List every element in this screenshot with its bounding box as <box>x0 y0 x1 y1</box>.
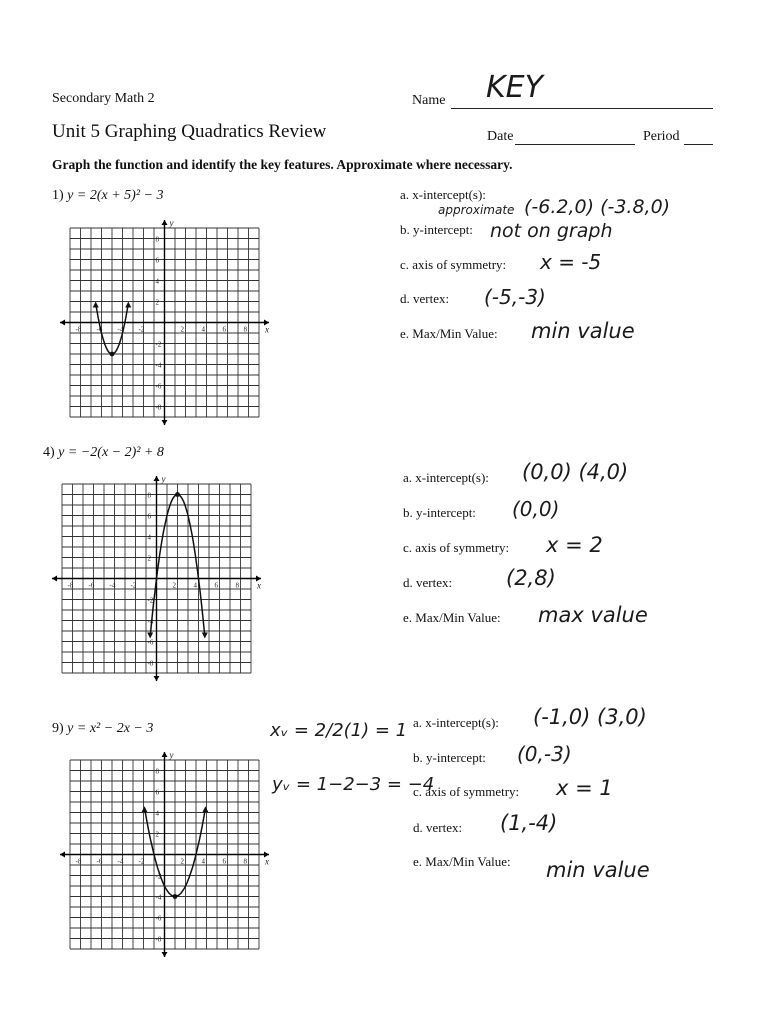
name-line <box>451 108 713 109</box>
x-tick-label: 2 <box>180 325 184 334</box>
x-axis-label: x <box>265 324 269 335</box>
x-tick-label: 2 <box>180 857 184 866</box>
x-tick-label: -8 <box>75 857 82 866</box>
x-axis-arrow-left <box>52 576 57 582</box>
problem-9-answer-a: (-1,0) (3,0) <box>533 705 647 729</box>
problem-4-answer-e: max value <box>538 603 648 627</box>
y-tick-label: 2 <box>147 554 151 563</box>
x-tick-label: 4 <box>201 325 205 334</box>
period-line <box>684 144 713 145</box>
course-title: Secondary Math 2 <box>52 91 155 106</box>
y-tick-label: -2 <box>147 596 154 605</box>
problem-4-label-d: d. vertex: <box>403 575 453 590</box>
problem-1-answer-e: min value <box>531 319 635 343</box>
y-axis-label: y <box>169 218 174 228</box>
parabola-arrow-right <box>202 806 208 812</box>
problem-1-graph <box>56 216 269 420</box>
y-tick-label: 4 <box>155 809 159 818</box>
problem-4-formula: y = −2(x − 2)² + 8 <box>58 445 164 460</box>
x-tick-label: -6 <box>88 581 95 590</box>
name-label: Name <box>412 93 446 108</box>
y-tick-label: 6 <box>155 256 159 265</box>
y-tick-label: 8 <box>155 235 159 244</box>
problem-9-answer-d: (1,-4) <box>500 811 558 835</box>
problem-4-label-c: c. axis of symmetry: <box>403 540 510 555</box>
x-axis-arrow-left <box>60 320 65 326</box>
y-tick-label: 2 <box>155 298 159 307</box>
y-tick-label: 6 <box>155 788 159 797</box>
x-tick-label: 4 <box>201 857 205 866</box>
y-tick-label: -8 <box>155 403 162 412</box>
problem-9-label-e: e. Max/Min Value: <box>413 854 511 869</box>
problem-1-answer-a: (-6.2,0) (-3.8,0) <box>524 196 671 218</box>
date-line <box>515 144 635 145</box>
problem-1-answer-b: not on graph <box>490 220 613 242</box>
x-tick-label: -2 <box>138 857 145 866</box>
y-tick-label: 8 <box>147 491 151 500</box>
y-tick-label: -2 <box>155 340 162 349</box>
y-axis-arrow-up <box>154 476 160 481</box>
parabola-arrow-right <box>202 633 208 639</box>
x-tick-label: -8 <box>75 325 82 334</box>
date-label: Date <box>487 129 514 144</box>
problem-1-answer-c: x = -5 <box>540 250 602 274</box>
y-axis-arrow-down <box>162 420 168 425</box>
y-axis-label: y <box>169 750 174 760</box>
x-tick-label: -8 <box>67 581 74 590</box>
parabola-arrow-left <box>142 806 148 812</box>
problem-9-label-a: a. x-intercept(s): <box>413 715 499 730</box>
problem-9-formula: y = x² − 2x − 3 <box>67 721 154 736</box>
problem-4-answer-a: (0,0) (4,0) <box>522 460 629 484</box>
problem-9-label-b: b. y-intercept: <box>413 750 486 765</box>
problem-1-answer-a-note: approximate <box>438 203 515 217</box>
y-axis-arrow-down <box>154 676 160 681</box>
problem-4-answer-b: (0,0) <box>512 497 560 521</box>
x-axis-label: x <box>265 856 269 867</box>
y-tick-label: -8 <box>155 935 162 944</box>
problem-9-number: 9) <box>52 721 64 736</box>
y-tick-label: -6 <box>155 914 162 923</box>
y-tick-label: 8 <box>155 767 159 776</box>
y-tick-label: -6 <box>155 382 162 391</box>
y-tick-label: -4 <box>155 893 162 902</box>
x-tick-label: 8 <box>243 857 247 866</box>
y-tick-label: -2 <box>155 872 162 881</box>
x-tick-label: -6 <box>96 325 103 334</box>
problem-9-answer-c: x = 1 <box>556 776 613 800</box>
y-axis-arrow-up <box>162 752 168 757</box>
problem-1-label-e: e. Max/Min Value: <box>400 326 498 341</box>
period-label: Period <box>643 129 680 144</box>
x-tick-label: 6 <box>222 857 226 866</box>
y-tick-label: 4 <box>155 277 159 286</box>
problem-4-number: 4) <box>43 445 55 460</box>
instructions: Graph the function and identify the key features. Approximate where necessary. <box>52 157 513 172</box>
vertex-point <box>175 492 180 497</box>
problem-4-answer-c: x = 2 <box>546 533 603 557</box>
problem-1-equation <box>52 188 163 204</box>
x-tick-label: 8 <box>243 325 247 334</box>
problem-9-equation <box>52 721 153 737</box>
problem-1-answer-d: (-5,-3) <box>484 285 546 309</box>
y-axis-arrow-up <box>162 220 168 225</box>
parabola-arrow-left <box>93 302 99 308</box>
x-tick-label: -6 <box>96 857 103 866</box>
name-value: KEY <box>486 70 543 105</box>
x-tick-label: -4 <box>117 325 124 334</box>
y-axis-arrow-down <box>162 952 168 957</box>
y-tick-label: -6 <box>147 638 154 647</box>
vertex-point <box>173 894 178 899</box>
x-tick-label: -4 <box>109 581 116 590</box>
problem-9-work-line-2: yᵥ = 1−2−3 = −4 <box>272 774 435 795</box>
problem-9-answer-b: (0,-3) <box>517 742 572 766</box>
problem-4-equation <box>43 445 164 461</box>
problem-9-graph <box>56 748 269 952</box>
x-tick-label: -4 <box>117 857 124 866</box>
problem-1-label-d: d. vertex: <box>400 291 450 306</box>
x-tick-label: -2 <box>138 325 145 334</box>
parabola-arrow-right <box>125 302 131 308</box>
y-tick-label: -4 <box>147 617 154 626</box>
problem-4-label-a: a. x-intercept(s): <box>403 470 489 485</box>
problem-1-label-a: a. x-intercept(s): <box>400 187 486 202</box>
x-tick-label: 8 <box>235 581 239 590</box>
x-tick-label: 4 <box>193 581 197 590</box>
y-tick-label: 4 <box>147 533 151 542</box>
problem-4-label-b: b. y-intercept: <box>403 505 476 520</box>
problem-1-formula: y = 2(x + 5)² − 3 <box>67 188 164 203</box>
y-tick-label: -8 <box>147 659 154 668</box>
x-tick-label: -2 <box>130 581 137 590</box>
y-tick-label: 2 <box>155 830 159 839</box>
problem-4-answer-d: (2,8) <box>506 566 556 590</box>
problem-9-label-c: c. axis of symmetry: <box>413 784 520 799</box>
x-tick-label: 2 <box>172 581 176 590</box>
problem-1-label-b: b. y-intercept: <box>400 222 473 237</box>
vertex-point <box>110 352 115 357</box>
y-tick-label: 6 <box>147 512 151 521</box>
problem-1-label-c: c. axis of symmetry: <box>400 257 507 272</box>
problem-4-label-e: e. Max/Min Value: <box>403 610 501 625</box>
x-tick-label: 6 <box>222 325 226 334</box>
problem-1-number: 1) <box>52 188 64 203</box>
x-axis-arrow-left <box>60 852 65 858</box>
problem-4-graph <box>48 472 261 676</box>
x-axis-label: x <box>257 580 261 591</box>
problem-9-label-d: d. vertex: <box>413 820 463 835</box>
page-title: Unit 5 Graphing Quadratics Review <box>52 121 327 142</box>
problem-9-answer-e: min value <box>546 858 650 882</box>
x-tick-label: 6 <box>214 581 218 590</box>
y-tick-label: -4 <box>155 361 162 370</box>
y-axis-label: y <box>161 474 166 484</box>
problem-9-work-line-1: xᵥ = 2/2(1) = 1 <box>270 720 408 741</box>
